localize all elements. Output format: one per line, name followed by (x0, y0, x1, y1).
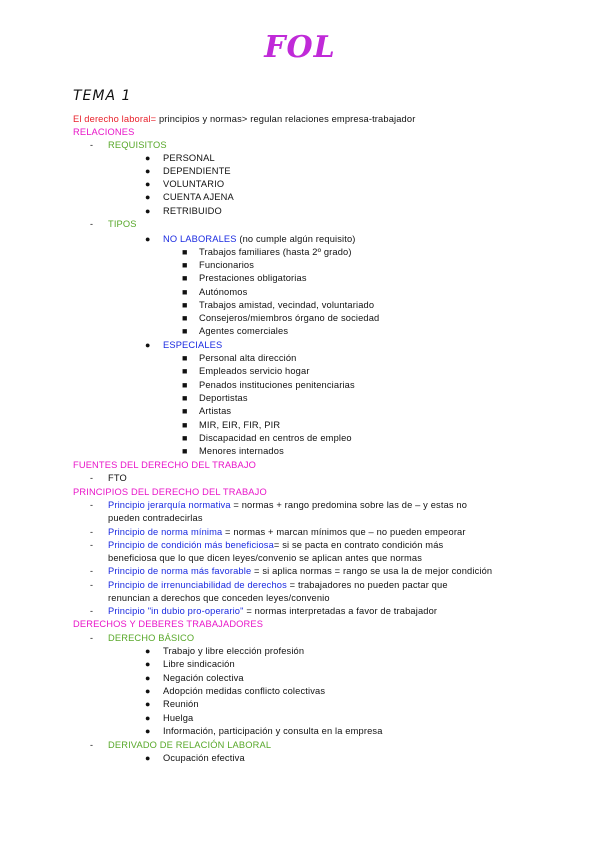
bullet-marker: ● (145, 686, 151, 696)
list-item: Autónomos (199, 287, 248, 297)
square-marker: ■ (182, 433, 188, 443)
principio-term: Principio de irrenunciabilidad de derechos (108, 580, 287, 590)
intro-term: El derecho laboral= (73, 114, 157, 124)
principio-rest: = si aplica normas = rango se usa la de mejor condición (251, 566, 493, 576)
square-marker: ■ (182, 366, 188, 376)
principio-rest: = si se pacta en contrato condición más (273, 540, 444, 550)
square-marker: ■ (182, 420, 188, 430)
list-item: Penados instituciones penitenciarias (199, 380, 355, 390)
dash-marker: - (90, 580, 93, 590)
tema-heading: TEMA 1 (73, 88, 132, 104)
dash-marker: - (90, 527, 93, 537)
list-item: Deportistas (199, 393, 248, 403)
principio-rest: = normas + marcan mínimos que – no pueden empeorar (222, 527, 466, 537)
list-item: Trabajos familiares (hasta 2º grado) (199, 247, 352, 257)
intro-rest: principios y normas> regulan relaciones empresa-trabajador (156, 114, 416, 124)
square-marker: ■ (182, 313, 188, 323)
bullet-marker: ● (145, 166, 151, 176)
list-item: Información, participación y consulta en la empresa (163, 726, 383, 736)
list-item: Empleados servicio hogar (199, 366, 310, 376)
list-item: MIR, EIR, FIR, PIR (199, 420, 281, 430)
derechos-heading: DERECHOS Y DEBERES TRABAJADORES (73, 619, 264, 629)
principio-line (108, 580, 448, 591)
list-item: Menores internados (199, 446, 284, 456)
principio-continuation: beneficiosa que lo que dicen leyes/convenio se aplican antes que normas (108, 553, 423, 563)
bullet-marker: ● (145, 206, 151, 216)
square-marker: ■ (182, 260, 188, 270)
list-item: Reunión (163, 699, 199, 709)
bullet-marker: ● (145, 153, 151, 163)
list-item: Agentes comerciales (199, 326, 289, 336)
bullet-marker: ● (145, 192, 151, 202)
dash-marker: - (90, 606, 93, 616)
square-marker: ■ (182, 353, 188, 363)
list-item: FTO (108, 473, 127, 483)
bullet-marker: ● (145, 753, 151, 763)
dash-marker: - (90, 140, 93, 150)
principio-line (108, 606, 437, 617)
list-item: PERSONAL (163, 153, 215, 163)
principio-rest: = normas interpretadas a favor de trabajador (243, 606, 438, 616)
document-title: FOL (264, 30, 336, 65)
requisitos-label: REQUISITOS (108, 140, 167, 150)
list-item: Funcionarios (199, 260, 255, 270)
no-laborales-label: NO LABORALES (163, 234, 237, 244)
principio-rest: = normas + rango predomina sobre las de – y estas no (230, 500, 468, 510)
list-item: Trabajos amistad, vecindad, voluntariado (199, 300, 375, 310)
bullet-marker: ● (145, 179, 151, 189)
list-item: Huelga (163, 713, 194, 723)
bullet-marker: ● (145, 699, 151, 709)
dash-marker: - (90, 219, 93, 229)
principio-line (108, 500, 467, 511)
bullet-marker: ● (145, 646, 151, 656)
principio-term: Principio de condición más beneficiosa (108, 540, 274, 550)
principio-term: Principio jerarquía normativa (108, 500, 231, 510)
list-item: Artistas (199, 406, 232, 416)
no-laborales-note: (no cumple algún requisito) (236, 234, 356, 244)
no-laborales-line (163, 234, 356, 245)
dash-marker: - (90, 566, 93, 576)
list-item: Ocupación efectiva (163, 753, 245, 763)
square-marker: ■ (182, 446, 188, 456)
principio-term: Principio de norma mínima (108, 527, 223, 537)
list-item: Prestaciones obligatorias (199, 273, 307, 283)
bullet-marker: ● (145, 726, 151, 736)
bullet-marker: ● (145, 659, 151, 669)
principio-term: Principio de norma más favorable (108, 566, 252, 576)
list-item: CUENTA AJENA (163, 192, 234, 202)
list-item: DEPENDIENTE (163, 166, 231, 176)
square-marker: ■ (182, 326, 188, 336)
square-marker: ■ (182, 406, 188, 416)
dash-marker: - (90, 500, 93, 510)
list-item: Adopción medidas conflicto colectivas (163, 686, 326, 696)
square-marker: ■ (182, 300, 188, 310)
dash-marker: - (90, 633, 93, 643)
bullet-marker: ● (145, 713, 151, 723)
principio-line (108, 566, 492, 577)
principio-line (108, 540, 443, 551)
principio-term: Principio "in dubio pro-operario" (108, 606, 244, 616)
intro-line (73, 114, 415, 125)
derivado-label: DERIVADO DE RELACIÓN LABORAL (108, 740, 272, 750)
list-item: Libre sindicación (163, 659, 235, 669)
square-marker: ■ (182, 273, 188, 283)
square-marker: ■ (182, 247, 188, 257)
square-marker: ■ (182, 287, 188, 297)
list-item: Negación colectiva (163, 673, 244, 683)
bullet-marker: ● (145, 234, 151, 244)
bullet-marker: ● (145, 673, 151, 683)
principio-rest: = trabajadores no pueden pactar que (286, 580, 448, 590)
principio-continuation: renuncian a derechos que conceden leyes/convenio (108, 593, 330, 603)
derecho-basico-label: DERECHO BÁSICO (108, 633, 195, 643)
relaciones-heading: RELACIONES (73, 127, 135, 137)
principio-continuation: pueden contradecirlas (108, 513, 203, 523)
square-marker: ■ (182, 380, 188, 390)
list-item: Discapacidad en centros de empleo (199, 433, 352, 443)
list-item: Personal alta dirección (199, 353, 297, 363)
dash-marker: - (90, 473, 93, 483)
list-item: RETRIBUIDO (163, 206, 222, 216)
bullet-marker: ● (145, 340, 151, 350)
tipos-label: TIPOS (108, 219, 137, 229)
square-marker: ■ (182, 393, 188, 403)
list-item: Consejeros/miembros órgano de sociedad (199, 313, 380, 323)
principio-line (108, 527, 466, 538)
list-item: VOLUNTARIO (163, 179, 225, 189)
fuentes-heading: FUENTES DEL DERECHO DEL TRABAJO (73, 460, 257, 470)
especiales-label: ESPECIALES (163, 340, 223, 350)
dash-marker: - (90, 540, 93, 550)
principios-heading: PRINCIPIOS DEL DERECHO DEL TRABAJO (73, 487, 267, 497)
list-item: Trabajo y libre elección profesión (163, 646, 305, 656)
dash-marker: - (90, 740, 93, 750)
